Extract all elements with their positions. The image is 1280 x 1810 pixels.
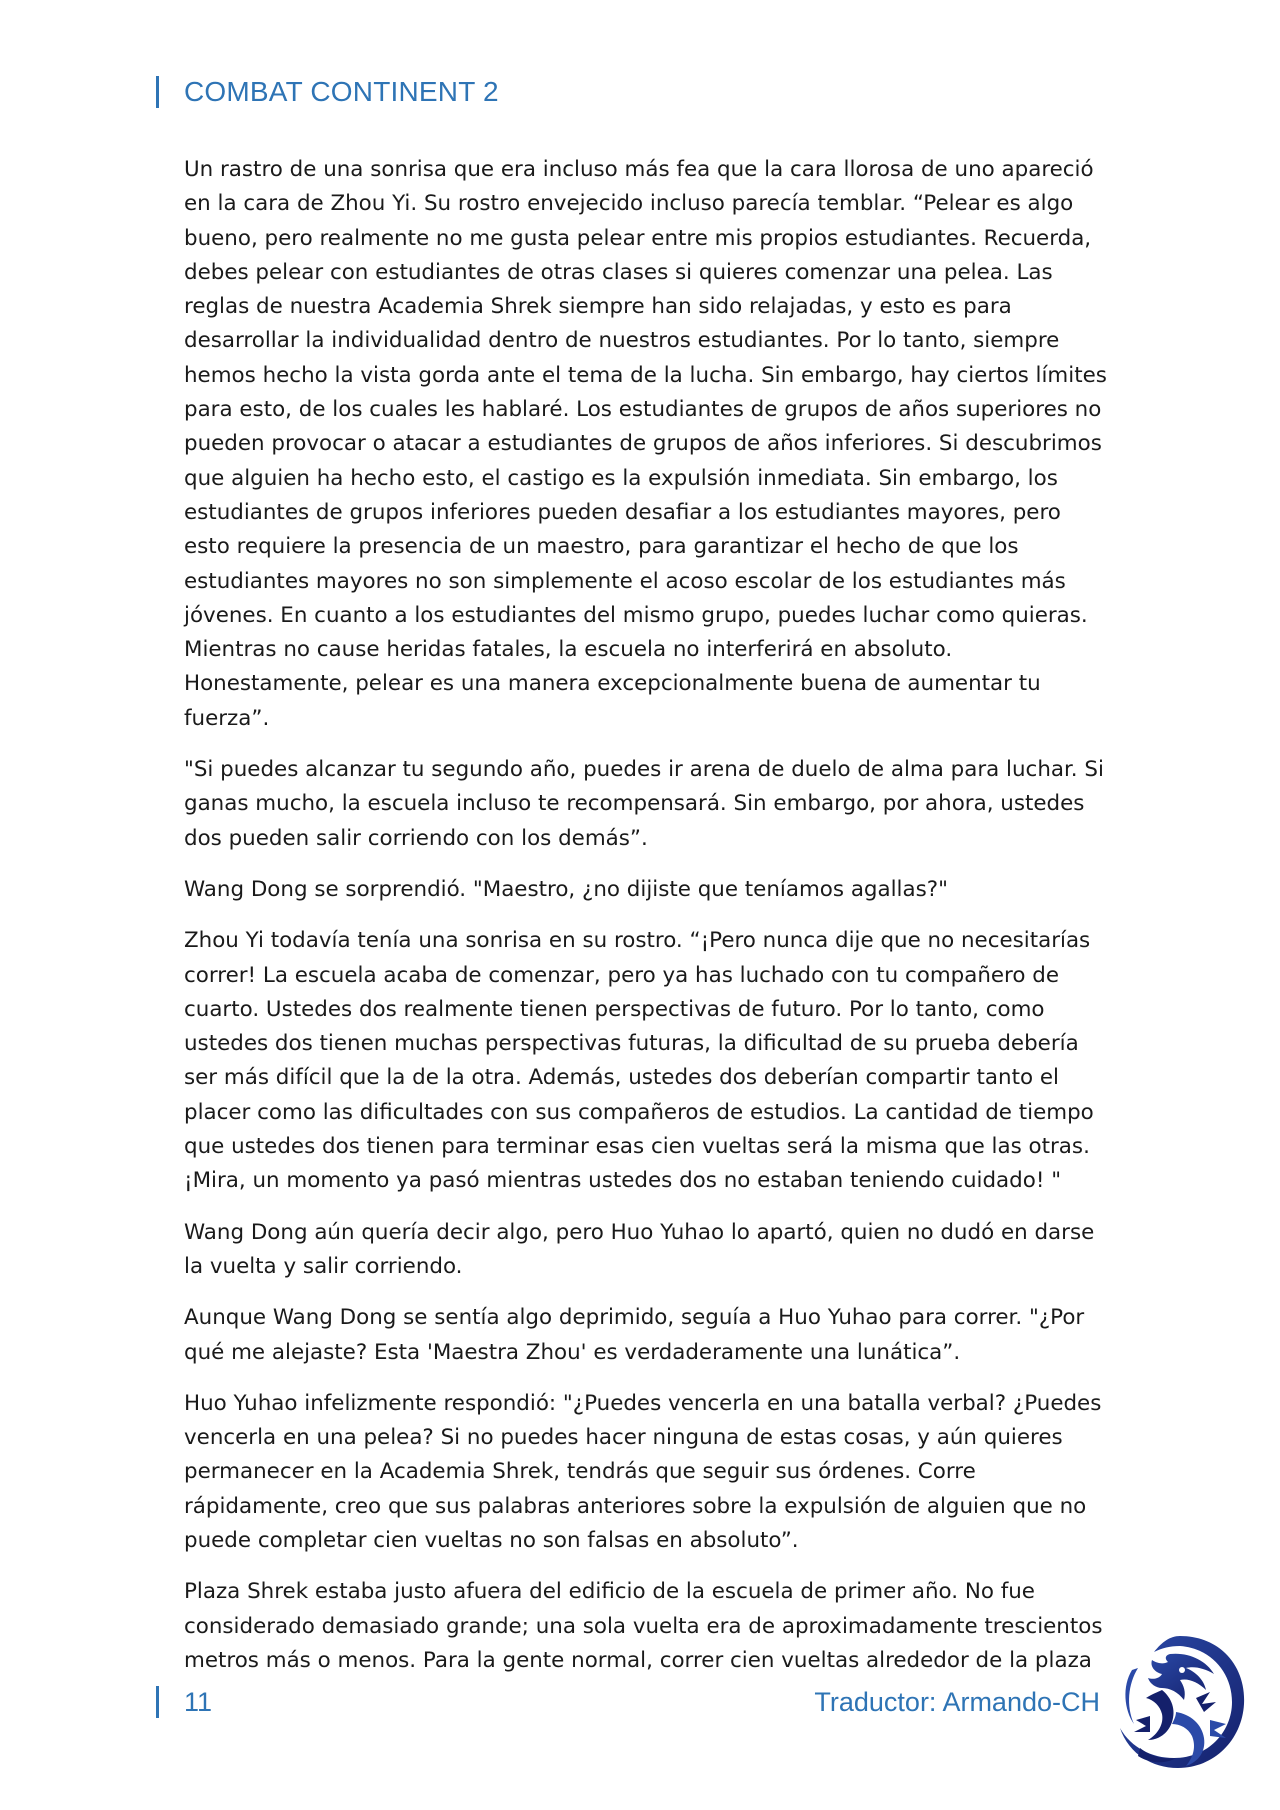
footer-accent-bar bbox=[156, 1686, 159, 1718]
paragraph-1: Un rastro de una sonrisa que era incluso más fea que la cara llorosa de uno apareció en la cara de Zhou Yi. Su rostro envejecido incluso parecía temblar. “Pelear es algo bueno, pero realmente no me gusta pelear entre mis propios estudiantes. Recuerda, debes pelear con estudiantes de otras clases si quieres comenzar una pelea. Las reglas de nuestra Academia Shrek siempre han sido relajadas, y esto es para desarrollar la individualidad dentro de nuestros estudiantes. Por lo tanto, siempre hemos hecho la vista gorda ante el tema de la lucha. Sin embargo, hay ciertos límites para esto, de los cuales les hablaré. Los estudiantes de grupos de años superiores no pueden provocar o atacar a estudiantes de grupos de años inferiores. Si descubrimos que alguien ha hecho esto, el castigo es la expulsión inmediata. Sin embargo, los estudiantes de grupos inferiores pueden desafiar a los estudiantes mayores, pero esto requiere la presencia de un maestro, para garantizar el hecho de que los estudiantes mayores no son simplemente el acoso escolar de los estudiantes más jóvenes. En cuanto a los estudiantes del mismo grupo, puedes luchar como quieras. Mientras no cause heridas fatales, la escuela no interferirá en absoluto. Honestamente, pelear es una manera excepcionalmente buena de aumentar tu fuerza”. bbox=[184, 157, 1107, 731]
paragraph-6: Aunque Wang Dong se sentía algo deprimido, seguía a Huo Yuhao para correr. "¿Por qué me alejaste? Esta 'Maestra Zhou' es verdaderamente una lunática”. bbox=[184, 1305, 1085, 1365]
paragraph-4: Zhou Yi todavía tenía una sonrisa en su rostro. “¡Pero nunca dije que no necesitarías correr! La escuela acaba de comenzar, pero ya has luchado con tu compañero de cuarto. Ustedes dos realmente tienen perspectivas de futuro. Por lo tanto, como ustedes dos tienen muchas perspectivas futuras, la dificultad de su prueba debería ser más difícil que la de la otra. Además, ustedes dos deberían compartir tanto el placer como las dificultades con sus compañeros de estudios. La cantidad de tiempo que ustedes dos tienen para terminar esas cien vueltas será la misma que las otras. ¡Mira, un momento ya pasó mientras ustedes dos no estaban teniendo cuidado! " bbox=[184, 928, 1094, 1194]
paragraph-3: Wang Dong se sorprendió. "Maestro, ¿no dijiste que teníamos agallas?" bbox=[184, 876, 948, 902]
paragraph-5: Wang Dong aún quería decir algo, pero Huo Yuhao lo apartó, quien no dudó en darse la vuelta y salir corriendo. bbox=[184, 1219, 1095, 1279]
header-accent-bar bbox=[156, 76, 159, 108]
paragraph-2: "Si puedes alcanzar tu segundo año, puedes ir arena de duelo de alma para luchar. Si ganas mucho, la escuela incluso te recompensará. Sin embargo, por ahora, ustedes dos pueden salir corriendo con los demás”. bbox=[184, 757, 1104, 851]
dragon-emblem-icon bbox=[1110, 1628, 1252, 1778]
page-number: 11 bbox=[184, 1687, 213, 1717]
paragraph-8: Plaza Shrek estaba justo afuera del edificio de la escuela de primer año. No fue considerado demasiado grande; una sola vuelta era de aproximadamente trescientos metros más o menos. Para la gente normal, correr cien vueltas alrededor de la plaza bbox=[184, 1579, 1103, 1673]
page-footer bbox=[156, 1686, 1100, 1718]
page-header bbox=[156, 76, 499, 108]
book-title: COMBAT CONTINENT 2 bbox=[184, 76, 499, 107]
paragraph-7: Huo Yuhao infelizmente respondió: "¿Puedes vencerla en una batalla verbal? ¿Puedes vencerla en una pelea? Si no puedes hacer ninguna de estas cosas, y aún quieres permanecer en la Academia Shrek, tendrás que seguir sus órdenes. Corre rápidamente, creo que sus palabras anteriores sobre la expulsión de alguien que no puede completar cien vueltas no son falsas en absoluto”. bbox=[184, 1390, 1102, 1553]
chapter-body bbox=[184, 153, 1109, 1695]
translator-credit: Traductor: Armando-CH bbox=[814, 1687, 1100, 1717]
